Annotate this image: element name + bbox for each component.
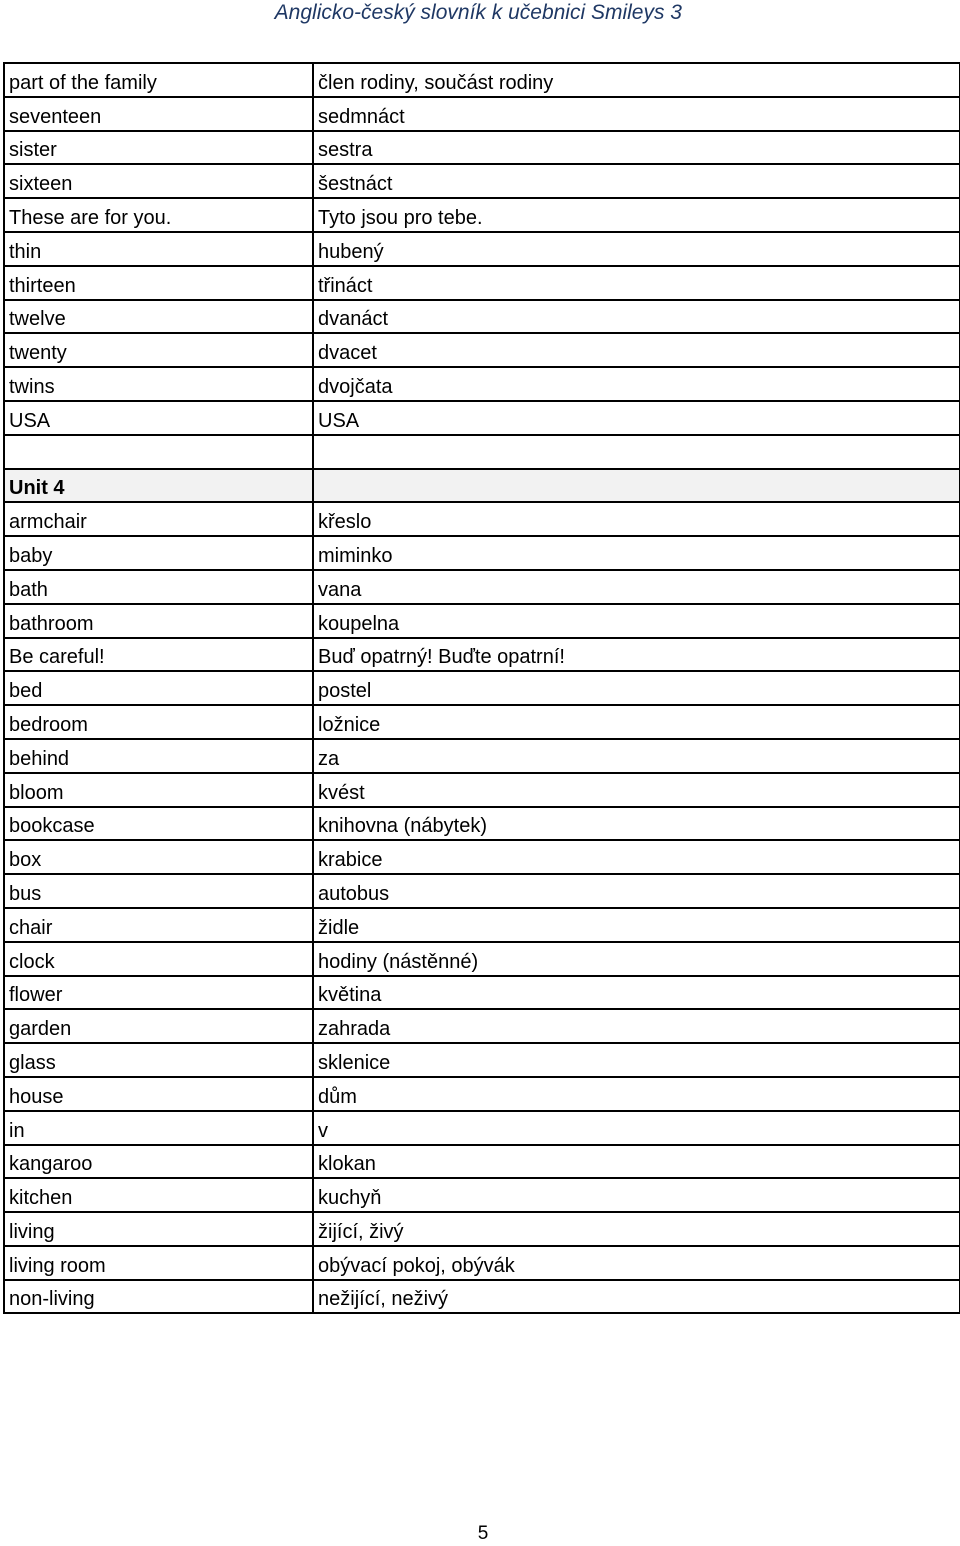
vocab-row	[4, 164, 960, 198]
english-term: living room	[4, 1246, 313, 1280]
czech-translation: USA	[313, 401, 960, 435]
czech-translation: dvojčata	[313, 367, 960, 401]
czech-translation: miminko	[313, 536, 960, 570]
english-term: kangaroo	[4, 1145, 313, 1179]
english-term: sixteen	[4, 164, 313, 198]
unit-heading-row	[4, 469, 960, 503]
vocab-row	[4, 840, 960, 874]
english-term: non-living	[4, 1280, 313, 1314]
czech-translation: židle	[313, 908, 960, 942]
english-term: chair	[4, 908, 313, 942]
czech-translation: Buď opatrný! Buďte opatrní!	[313, 638, 960, 672]
english-term: sister	[4, 131, 313, 165]
english-term: living	[4, 1212, 313, 1246]
vocabulary-table-body	[4, 63, 960, 1313]
vocab-row	[4, 1145, 960, 1179]
czech-translation: kuchyň	[313, 1178, 960, 1212]
english-term: glass	[4, 1043, 313, 1077]
vocab-row	[4, 333, 960, 367]
czech-translation: autobus	[313, 874, 960, 908]
english-term: seventeen	[4, 97, 313, 131]
english-term: thirteen	[4, 266, 313, 300]
vocab-row	[4, 976, 960, 1010]
page-header-title: Anglicko-český slovník k učebnici Smileys 3	[274, 1, 682, 24]
vocab-row	[4, 1246, 960, 1280]
english-term: bookcase	[4, 807, 313, 841]
czech-translation: člen rodiny, součást rodiny	[313, 63, 960, 97]
czech-translation: sklenice	[313, 1043, 960, 1077]
czech-translation: za	[313, 739, 960, 773]
vocab-row	[4, 1212, 960, 1246]
vocab-row	[4, 536, 960, 570]
english-term: behind	[4, 739, 313, 773]
english-term: box	[4, 840, 313, 874]
vocab-row	[4, 1077, 960, 1111]
english-term: baby	[4, 536, 313, 570]
vocab-row	[4, 1009, 960, 1043]
czech-translation: sedmnáct	[313, 97, 960, 131]
vocab-row	[4, 671, 960, 705]
vocab-row	[4, 1280, 960, 1314]
vocab-row	[4, 401, 960, 435]
english-term: garden	[4, 1009, 313, 1043]
english-term: bedroom	[4, 705, 313, 739]
czech-translation: ložnice	[313, 705, 960, 739]
english-term: in	[4, 1111, 313, 1145]
czech-translation: kvést	[313, 773, 960, 807]
vocab-row	[4, 807, 960, 841]
english-term: twelve	[4, 300, 313, 334]
english-term: bath	[4, 570, 313, 604]
vocab-row	[4, 502, 960, 536]
czech-translation: krabice	[313, 840, 960, 874]
czech-translation: dvanáct	[313, 300, 960, 334]
english-term: USA	[4, 401, 313, 435]
english-term: clock	[4, 942, 313, 976]
czech-translation: v	[313, 1111, 960, 1145]
czech-translation: dům	[313, 1077, 960, 1111]
czech-translation: sestra	[313, 131, 960, 165]
czech-translation: nežijící, neživý	[313, 1280, 960, 1314]
english-term: bathroom	[4, 604, 313, 638]
vocabulary-table	[3, 62, 960, 1314]
czech-translation: hodiny (nástěnné)	[313, 942, 960, 976]
english-term: kitchen	[4, 1178, 313, 1212]
english-term: thin	[4, 232, 313, 266]
vocab-row	[4, 1178, 960, 1212]
vocab-row	[4, 232, 960, 266]
blank-cell	[4, 435, 313, 469]
czech-translation: obývací pokoj, obývák	[313, 1246, 960, 1280]
czech-translation: zahrada	[313, 1009, 960, 1043]
english-term: twins	[4, 367, 313, 401]
czech-translation: křeslo	[313, 502, 960, 536]
czech-translation: šestnáct	[313, 164, 960, 198]
english-term: bed	[4, 671, 313, 705]
vocab-row	[4, 198, 960, 232]
vocab-row	[4, 739, 960, 773]
czech-translation: hubený	[313, 232, 960, 266]
english-term: bus	[4, 874, 313, 908]
czech-translation: vana	[313, 570, 960, 604]
blank-cell	[313, 435, 960, 469]
czech-translation: Tyto jsou pro tebe.	[313, 198, 960, 232]
vocab-row	[4, 908, 960, 942]
vocab-row	[4, 63, 960, 97]
vocab-row	[4, 300, 960, 334]
english-term: flower	[4, 976, 313, 1010]
english-term: armchair	[4, 502, 313, 536]
unit-heading-blank	[313, 469, 960, 503]
english-term: bloom	[4, 773, 313, 807]
english-term: twenty	[4, 333, 313, 367]
vocab-row	[4, 874, 960, 908]
vocab-row	[4, 705, 960, 739]
vocab-row	[4, 604, 960, 638]
english-term: part of the family	[4, 63, 313, 97]
english-term: Be careful!	[4, 638, 313, 672]
unit-heading: Unit 4	[4, 469, 313, 503]
vocab-row	[4, 367, 960, 401]
vocab-row	[4, 131, 960, 165]
czech-translation: dvacet	[313, 333, 960, 367]
czech-translation: klokan	[313, 1145, 960, 1179]
czech-translation: třináct	[313, 266, 960, 300]
czech-translation: květina	[313, 976, 960, 1010]
vocab-row	[4, 97, 960, 131]
vocab-row	[4, 638, 960, 672]
vocab-row	[4, 570, 960, 604]
vocab-row	[4, 1043, 960, 1077]
vocab-row	[4, 266, 960, 300]
page-number: 5	[477, 1523, 489, 1544]
czech-translation: koupelna	[313, 604, 960, 638]
vocab-row	[4, 942, 960, 976]
czech-translation: žijící, živý	[313, 1212, 960, 1246]
vocab-row	[4, 773, 960, 807]
czech-translation: knihovna (nábytek)	[313, 807, 960, 841]
english-term: These are for you.	[4, 198, 313, 232]
english-term: house	[4, 1077, 313, 1111]
vocab-row	[4, 1111, 960, 1145]
blank-row	[4, 435, 960, 469]
czech-translation: postel	[313, 671, 960, 705]
